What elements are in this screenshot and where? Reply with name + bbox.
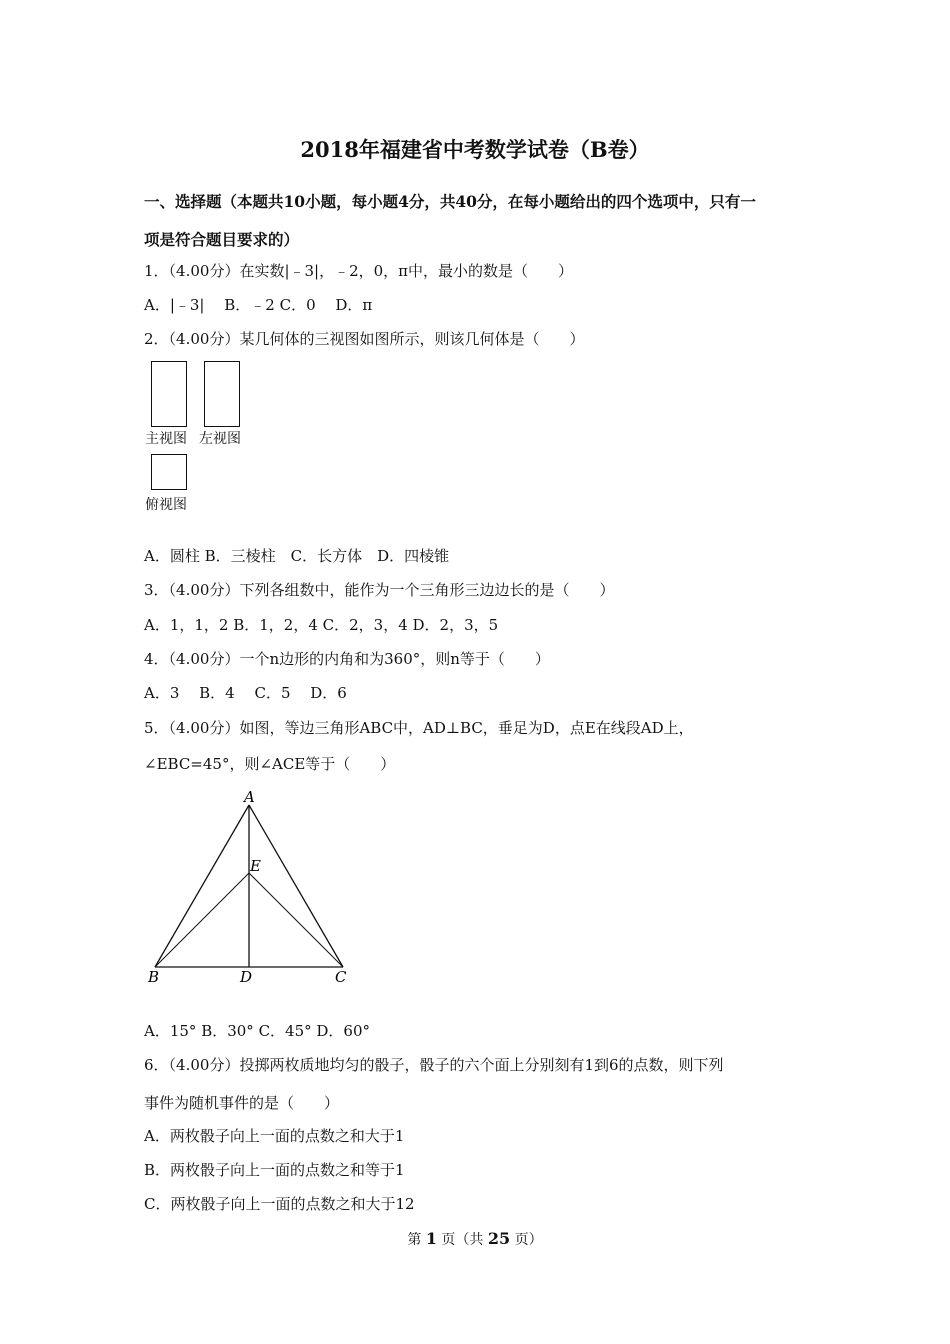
section-heading-line1: 一、选择题（本题共10小题，每小题4分，共40分，在每小题给出的四个选项中，只有一 (144, 192, 756, 211)
point-label-A: A (244, 788, 255, 806)
question-5-stem-line2: ∠EBC=45°，则∠ACE等于（ ） (144, 755, 396, 773)
question-5-options: A．15° B．30° C．45° D．60° (144, 1022, 371, 1040)
point-label-C: C (335, 968, 347, 986)
triangle-figure (140, 785, 360, 990)
front-view-rect (151, 361, 187, 427)
segment-AC (249, 805, 343, 967)
question-4-stem: 4．（4.00分）一个n边形的内角和为360°，则n等于（ ） (144, 650, 550, 668)
question-6-option-b: B．两枚骰子向上一面的点数之和等于1 (144, 1161, 405, 1179)
side-view-label: 左视图 (199, 431, 241, 447)
point-label-D: D (240, 968, 253, 986)
segment-AB (155, 805, 249, 967)
page-title: 2018年福建省中考数学试卷（B卷） (300, 137, 650, 162)
point-label-E: E (250, 857, 261, 875)
question-3-stem: 3．（4.00分）下列各组数中，能作为一个三角形三边边长的是（ ） (144, 581, 615, 599)
question-5-stem-line1: 5．（4.00分）如图，等边三角形ABC中，AD⊥BC，垂足为D，点E在线段AD上， (144, 719, 694, 737)
question-2-stem: 2．（4.00分）某几何体的三视图如图所示，则该几何体是（ ） (144, 330, 585, 348)
top-view-rect (151, 454, 187, 490)
footer-total-pages: 25 (487, 1229, 511, 1248)
section-heading-line2: 项是符合题目要求的） (144, 230, 300, 249)
question-3-options: A．1，1，2 B．1，2，4 C．2，3，4 D．2，3，5 (144, 616, 499, 634)
footer-suffix: 页） (510, 1232, 543, 1248)
question-1-stem: 1．（4.00分）在实数|﹣3|，﹣2，0，π中，最小的数是（ ） (144, 262, 574, 280)
footer-prefix: 第 (407, 1232, 426, 1248)
page-footer (0, 1229, 950, 1249)
side-view-rect (204, 361, 240, 427)
question-1-options: A．|﹣3| B．﹣2 C．0 D．π (144, 296, 373, 314)
question-6-option-c: C．两枚骰子向上一面的点数之和大于12 (144, 1195, 415, 1213)
footer-page-number: 1 (425, 1229, 437, 1248)
top-view-label: 俯视图 (145, 497, 187, 513)
question-2-options: A．圆柱 B．三棱柱 C．长方体 D．四棱锥 (144, 547, 450, 565)
front-view-label: 主视图 (145, 431, 187, 447)
question-6-option-a: A．两枚骰子向上一面的点数之和大于1 (144, 1127, 405, 1145)
point-label-B: B (148, 968, 160, 986)
footer-middle: 页（共 (436, 1232, 488, 1248)
question-4-options: A．3 B．4 C．5 D．6 (144, 684, 347, 702)
question-6-stem-line1: 6．（4.00分）投掷两枚质地均匀的骰子，骰子的六个面上分别刻有1到6的点数，则下列 (144, 1056, 724, 1074)
question-6-stem-line2: 事件为随机事件的是（ ） (144, 1094, 340, 1112)
